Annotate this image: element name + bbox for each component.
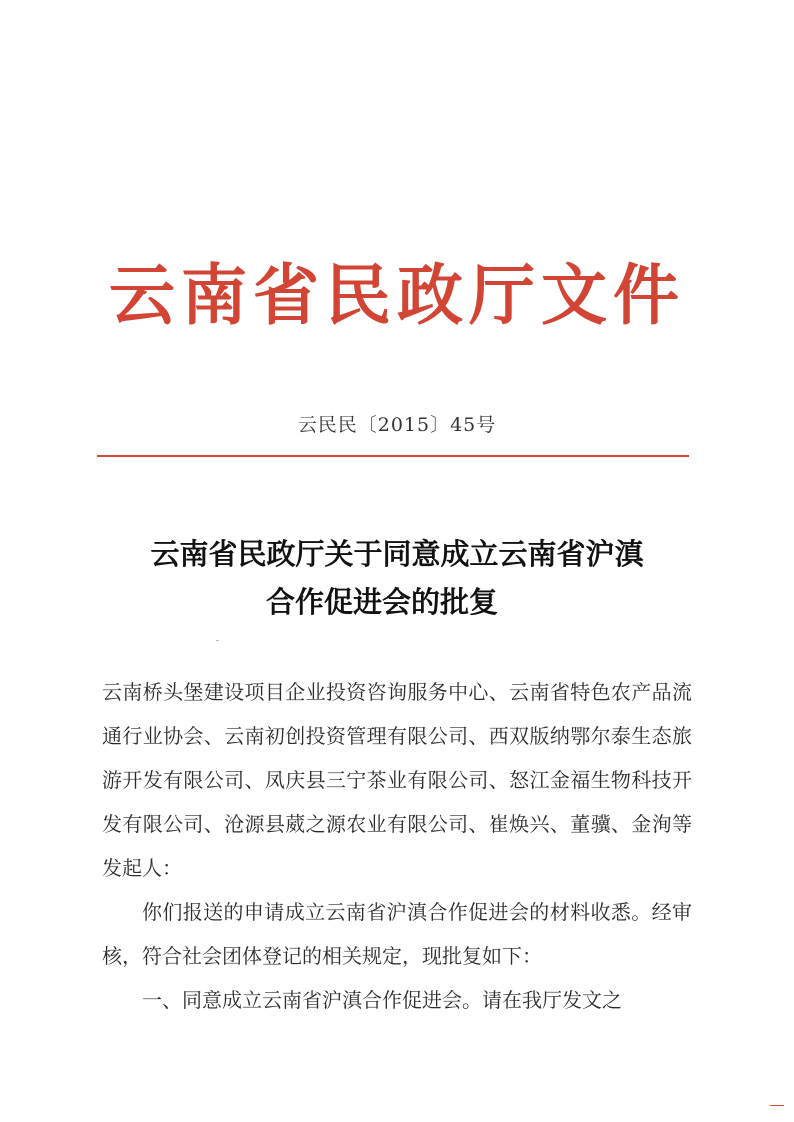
document-number: 云民民〔2015〕45号 bbox=[297, 414, 497, 436]
addressee-paragraph: 云南桥头堡建设项目企业投资咨询服务中心、云南省特色农产品流通行业协会、云南初创投资管理有限公司、西双版纳鄂尔泰生态旅游开发有限公司、凤庆县三宁茶业有限公司、怒江金福生物科技开发有限公司、沧源县葳之源农业有限公司、崔焕兴、董骥、金洵等发起人： bbox=[102, 680, 692, 880]
red-divider-line bbox=[97, 455, 689, 457]
scan-speck bbox=[770, 1105, 784, 1106]
document-body bbox=[102, 670, 692, 1022]
document-masthead: 云南省民政厅文件 bbox=[109, 256, 685, 334]
body-paragraph-1: 你们报送的申请成立云南省沪滇合作促进会的材料收悉。经审核，符合社会团体登记的相关规定，现批复如下： bbox=[102, 900, 692, 968]
scan-speck bbox=[216, 640, 219, 641]
title-line-2: 合作促进会的批复 bbox=[265, 585, 498, 619]
body-paragraph-2: 一、同意成立云南省沪滇合作促进会。请在我厅发文之 bbox=[142, 988, 622, 1012]
title-line-1: 云南省民政厅关于同意成立云南省沪滇 bbox=[150, 537, 644, 571]
document-title bbox=[0, 530, 794, 626]
